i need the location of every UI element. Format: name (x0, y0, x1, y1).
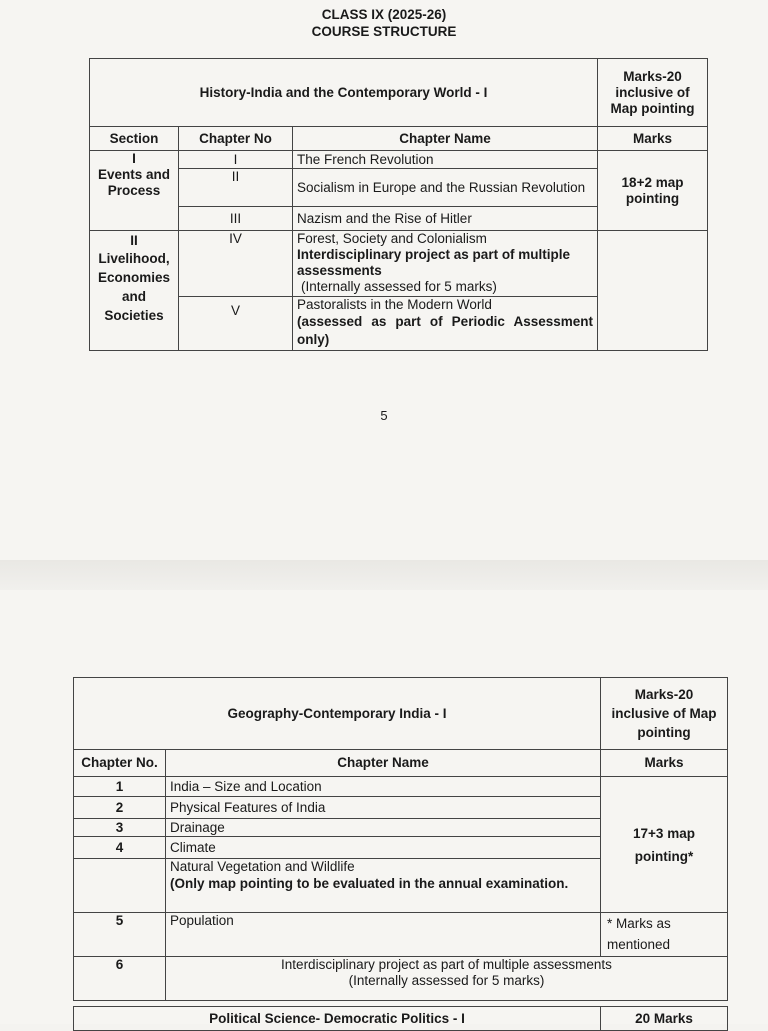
ch1-no: I (179, 151, 293, 169)
geo-ch2-no: 2 (74, 797, 166, 819)
geo-ch3-no: 3 (74, 819, 166, 837)
section-1-name: Events and Process (97, 167, 171, 198)
ch5-note-bold: (assessed as part of Periodic Assessment only) (297, 314, 594, 347)
page-number: 5 (380, 408, 388, 423)
section-1-cell (90, 151, 179, 231)
course-title: COURSE STRUCTURE (311, 24, 457, 39)
col-marks: Marks (598, 127, 708, 151)
ch4-name: Forest, Society and Colonialism (297, 231, 487, 246)
geography-marks-header: Marks-20 inclusive of Map pointing (601, 678, 728, 750)
history-marks-value: 18+2 map pointing (598, 151, 708, 231)
geo-col-chapter-no: Chapter No. (74, 750, 166, 777)
geo-nv-cell (166, 859, 601, 913)
geo-nv-note: (Only map pointing to be evaluated in the annual examination. (170, 876, 569, 891)
section-2-name: Livelihood, Economies and Societies (97, 251, 171, 323)
history-marks-header: Marks-20 inclusive of Map pointing (598, 59, 708, 127)
geo-nv-name: Natural Vegetation and Wildlife (170, 859, 355, 874)
geo-ch3-name: Drainage (166, 819, 601, 837)
ch4-no: IV (179, 231, 293, 297)
geo-ch2-name: Physical Features of India (166, 797, 601, 819)
geo-ch6-cell (166, 957, 728, 1001)
polsci-table (73, 1006, 728, 1031)
col-chapter-no: Chapter No (179, 127, 293, 151)
geography-table (73, 677, 728, 1001)
ch5-cell (293, 297, 598, 351)
section-1-num: I (132, 151, 136, 166)
ch3-no: III (179, 207, 293, 231)
geo-ch6-no: 6 (74, 957, 166, 1001)
class-title: CLASS IX (2025-26) (321, 7, 447, 22)
geo-ch6-name: Interdisciplinary project as part of multiple assessments (281, 957, 612, 972)
geo-col-marks: Marks (601, 750, 728, 777)
geography-title: Geography-Contemporary India - I (74, 678, 601, 750)
ch1-name: The French Revolution (293, 151, 598, 169)
geography-marks-note: * Marks as mentioned (601, 913, 728, 957)
history-title: History-India and the Contemporary World - I (90, 59, 598, 127)
geo-col-chapter-name: Chapter Name (166, 750, 601, 777)
geo-nv-no-empty (74, 859, 166, 913)
geo-ch4-name: Climate (166, 837, 601, 859)
geo-ch5-name: Population (166, 913, 601, 957)
section-2-cell (90, 231, 179, 351)
ch2-no: II (179, 169, 293, 207)
document-header (0, 6, 768, 40)
ch5-no: V (179, 297, 293, 351)
ch4-cell (293, 231, 598, 297)
polsci-title: Political Science- Democratic Politics - I (74, 1007, 601, 1031)
geography-marks-value: 17+3 map pointing* (601, 777, 728, 913)
page-gap (0, 560, 768, 590)
col-section: Section (90, 127, 179, 151)
ch5-name: Pastoralists in the Modern World (297, 297, 492, 312)
history-table (89, 58, 708, 351)
geo-ch5-no: 5 (74, 913, 166, 957)
geo-ch4-no: 4 (74, 837, 166, 859)
geo-ch1-no: 1 (74, 777, 166, 797)
ch4-note: (Internally assessed for 5 marks) (301, 279, 497, 294)
section-2-num: II (130, 233, 138, 248)
col-chapter-name: Chapter Name (293, 127, 598, 151)
ch2-name: Socialism in Europe and the Russian Revolution (293, 169, 598, 207)
polsci-marks: 20 Marks (601, 1007, 728, 1031)
geo-ch1-name: India – Size and Location (166, 777, 601, 797)
history-marks-empty (598, 231, 708, 351)
ch4-note-bold: Interdisciplinary project as part of multiple assessments (297, 247, 571, 278)
ch3-name: Nazism and the Rise of Hitler (293, 207, 598, 231)
geo-ch6-note: (Internally assessed for 5 marks) (348, 973, 545, 988)
